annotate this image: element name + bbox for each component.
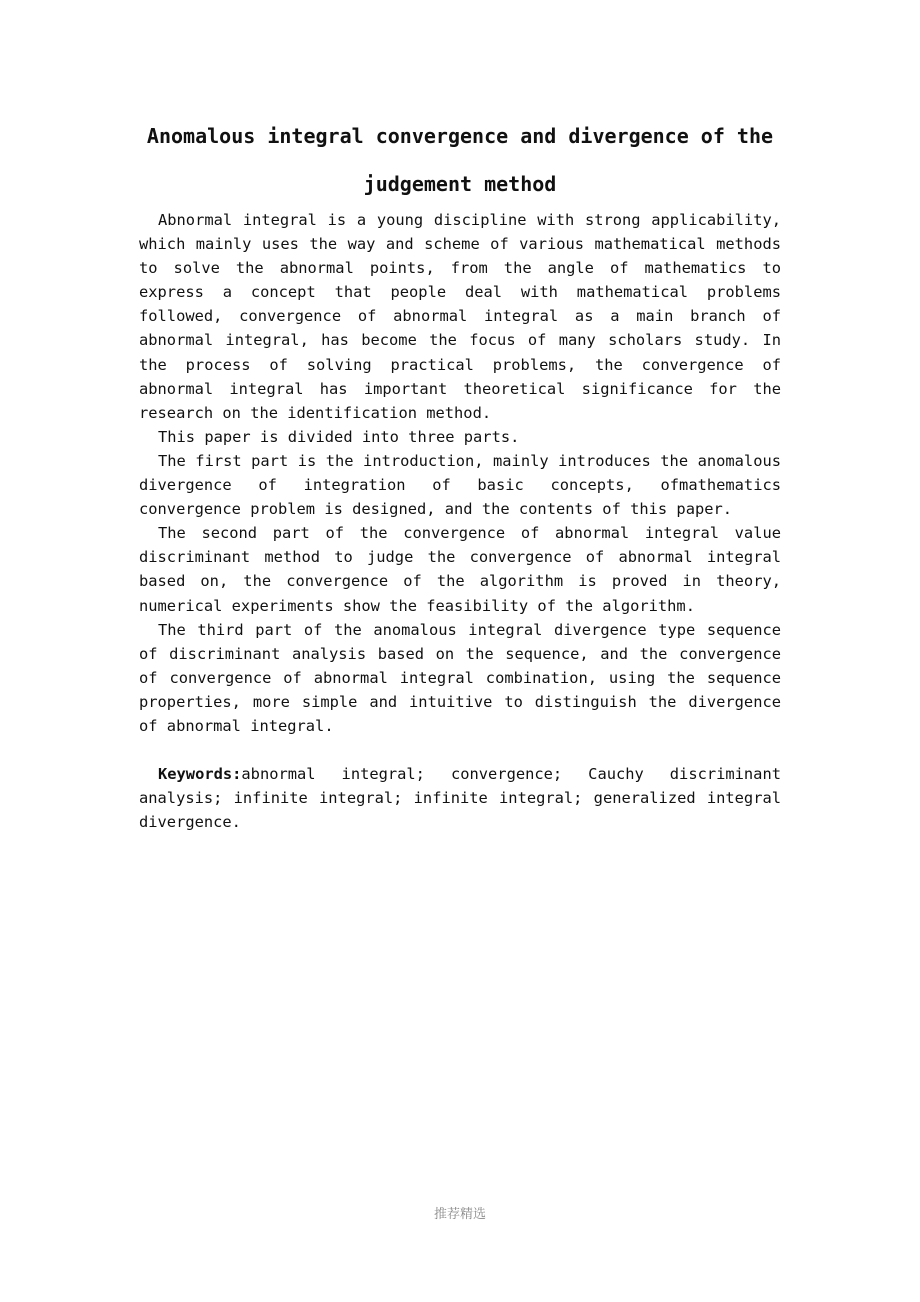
abstract-paragraph: This paper is divided into three parts. — [158, 427, 520, 446]
document-title: Anomalous integral convergence and divergence of the judgement method — [146, 124, 774, 196]
keywords-line — [139, 762, 781, 834]
abstract-paragraph: The third part of the anomalous integral divergence type sequence of discriminant analysis based on the sequence, and the convergence of convergence of abnormal integral combination, using the sequence properties, more simple and intuitive to distinguish the divergence of abnormal integral. — [139, 620, 781, 735]
keywords-label: Keywords: — [158, 765, 242, 784]
abstract-body — [139, 208, 781, 834]
abstract-paragraph: The second part of the convergence of abnormal integral value discriminant method to judge the convergence of abnormal integral based on, the convergence of the algorithm is proved in theory, numerical experiments show the feasibility of the algorithm. — [139, 524, 781, 615]
abstract-paragraph: Abnormal integral is a young discipline with strong applicability, which mainly uses the way and scheme of various mathematical methods to solve the abnormal points, from the angle of mathematics to express a concept that people deal with mathematical problems followed, convergence of abnormal integral as a main branch of abnormal integral, has become the focus of many scholars study. In the process of solving practical problems, the convergence of abnormal integral has important theoretical significance for the research on the identification method. — [139, 211, 781, 422]
abstract-paragraph: The first part is the introduction, mainly introduces the anomalous divergence of integration of basic concepts, ofmathematics convergence problem is designed, and the contents of this paper. — [139, 451, 781, 519]
keywords-text: abnormal integral; convergence; Cauchy discriminant analysis; infinite integral; infinite integral; generalized integral divergence. — [139, 765, 781, 832]
page-footer: 推荐精选 — [433, 1207, 486, 1222]
